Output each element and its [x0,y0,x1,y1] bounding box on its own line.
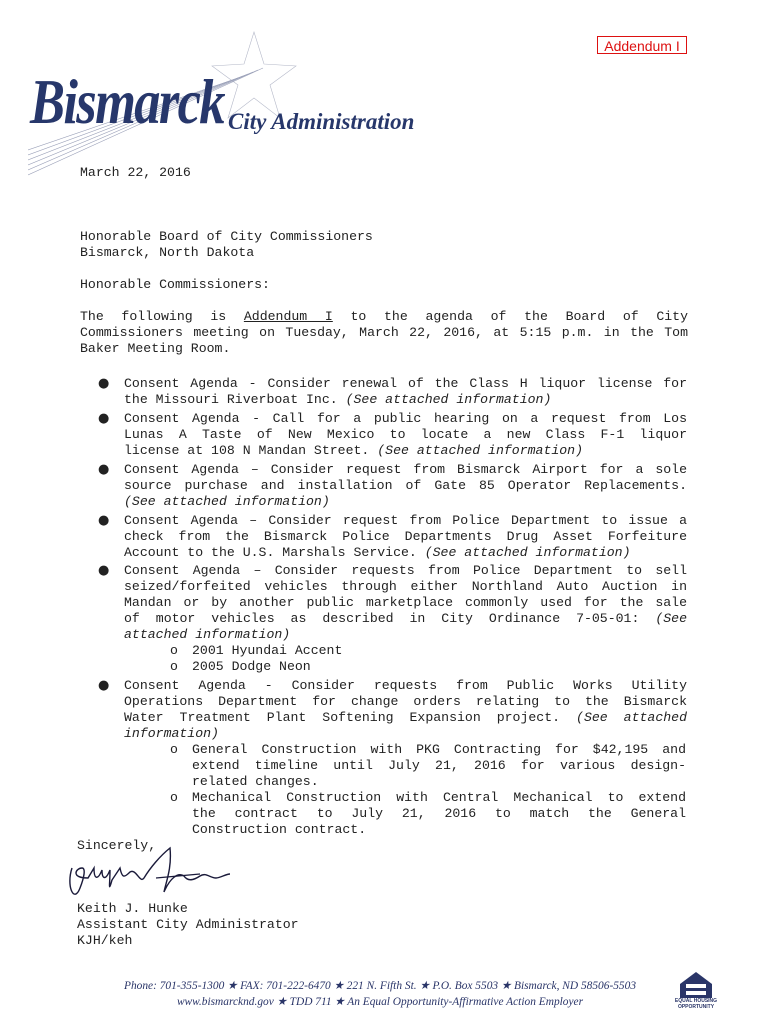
addendum-reference: Addendum I [243,309,333,324]
salutation: Honorable Commissioners: [80,277,270,292]
addendum-tag: Addendum I [597,36,687,54]
item-line: Consent Agenda – Consider request from Bismarck Airport for a sole [124,462,687,477]
item-line: Consent Agenda - Consider requests from Public Works Utility [124,678,687,693]
item-line: Consent Agenda - Call for a public hearing on a request from Los [124,411,687,426]
sub-item [192,742,686,790]
bullet-icon: ● [98,376,110,391]
agenda-item [124,513,687,561]
item-line: check from the Bismarck Police Departments Drug Asset Forfeiture [124,529,687,544]
item-line [124,494,687,510]
see-attached-note: (See [655,611,687,626]
sub-item-line: the contract to July 21, 2016 to match the General [192,806,686,821]
item-text: Account to the U.S. Marshals Service. [124,545,425,560]
sub-item: 2005 Dodge Neon [192,659,311,674]
item-line: Consent Agenda - Consider renewal of the Class H liquor license for [124,376,687,391]
item-line: Operations Department for change orders relating to the Bismarck [124,694,687,709]
signer-initials: KJH/keh [77,933,133,948]
see-attached-note: (See attached information) [377,443,584,458]
bullet-icon: ● [98,678,110,693]
item-text: the Missouri Riverboat Inc. [124,392,346,407]
item-text: Water Treatment Plant Softening Expansion project. [124,710,561,725]
footer-web-line: www.bismarcknd.gov ★ TDD 711 ★ An Equal Opportunity-Affirmative Action Employer [176,996,584,1008]
sub-item-line: related changes. [192,774,319,789]
signer-title: Assistant City Administrator [77,917,299,932]
sub-item-line: extend timeline until July 21, 2016 for various design- [192,758,686,773]
see-attached-note: information) [124,726,219,741]
signature [60,838,240,908]
equal-housing-label: EQUAL HOUSING OPPORTUNITY [674,998,718,1010]
bullet-icon: ● [98,563,110,578]
recipient-address [80,229,700,261]
address-line: Bismarck, North Dakota [80,245,255,260]
item-line: Consent Agenda – Consider request from Police Department to issue a [124,513,687,528]
sub-item [192,790,686,838]
agenda-item [124,376,687,408]
sub-item-line: Mechanical Construction with Central Mechanical to extend [192,790,686,805]
see-attached-note: attached information) [124,627,291,642]
item-line: Lunas A Taste of New Mexico to locate a new Class F-1 liquor [124,427,687,442]
item-line: Consent Agenda – Consider requests from Police Department to sell [124,563,687,578]
sub-bullet-icon: o [170,742,178,757]
closing: Sincerely, [77,838,157,853]
intro-line [80,309,688,325]
logo-wordmark: Bismarck [30,66,224,137]
agenda-item [124,678,687,742]
sub-bullet-icon: o [170,790,178,805]
logo-tagline: City Administration [228,109,415,134]
sub-item-line: General Construction with PKG Contracting for $42,195 and [192,742,686,757]
agenda-item [124,563,687,643]
item-line: seized/forfeited vehicles through either Northland Auto Auction in [124,579,687,594]
agenda-item [124,462,687,510]
bullet-icon: ● [98,411,110,426]
item-line [124,611,687,627]
bullet-icon: ● [98,462,110,477]
see-attached-note: (See attached information) [124,494,330,509]
intro-pre: The following is [80,309,244,324]
item-line [124,710,687,726]
intro-line: Commissioners meeting on Tuesday, March 22, 2016, at 5:15 p.m. in the Tom [80,325,688,340]
item-line [124,443,687,459]
footer-contact-line: Phone: 701-355-1300 ★ FAX: 701-222-6470 ★ 221 N. Fifth St. ★ P.O. Box 5503 ★ Bismarck, ND 58506-5503 [123,980,637,992]
item-text: of motor vehicles as described in City Ordinance 7-05-01: [124,611,640,626]
item-line [124,545,687,561]
letterhead-footer [60,978,700,1010]
signer-name: Keith J. Hunke [77,901,188,916]
letter-date: March 22, 2016 [80,165,191,180]
city-logo [28,30,468,180]
intro-line: Baker Meeting Room. [80,341,231,356]
intro-paragraph [80,309,688,357]
item-line: Mandan or by another public marketplace commonly used for the sale [124,595,687,610]
sub-bullet-icon: o [170,659,178,674]
sub-bullet-icon: o [170,643,178,658]
item-line: source purchase and installation of Gate 85 Operator Replacements. [124,478,687,493]
address-line: Honorable Board of City Commissioners [80,229,373,244]
see-attached-note: (See attached information) [345,392,552,407]
see-attached-note: (See attached information) [424,545,631,560]
intro-post: to the agenda of the Board of City [332,309,688,324]
item-text: license at 108 N Mandan Street. [124,443,378,458]
sub-item: 2001 Hyundai Accent [192,643,343,658]
agenda-item [124,411,687,459]
see-attached-note: (See attached [576,710,687,725]
item-line [124,392,687,408]
sub-item-line: Construction contract. [192,822,367,837]
bullet-icon: ● [98,513,110,528]
